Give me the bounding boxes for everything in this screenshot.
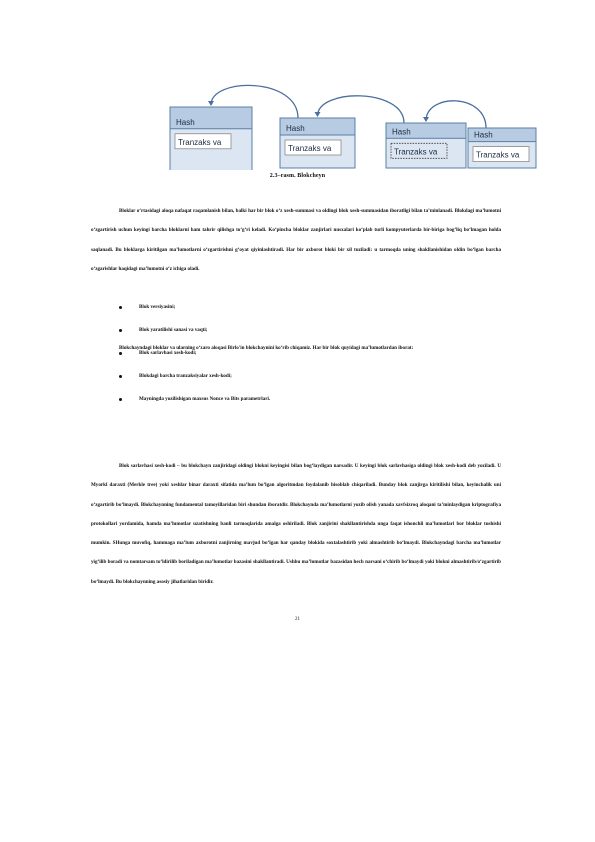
block-contents-list [119,300,270,415]
list-item: Blok yaratilishi sanasi va vaqti; [119,323,270,346]
paragraph-1: Bloklar o‘rtasidagi aloqa nafaqat raqamlanish bilan, balki har bir blok o‘z xesh-summasi va oldingi blok xesh-summasidan iboratligi bilan ta’minlanadi. Blokdagi ma’lumotni o‘zgartirish uchun keyingi barcha bloklarni ham tahrir qilishga to‘g‘ri keladi. Ko‘pincha bloklar zanjirlari nusxalari ko‘plab turli kompyuterlarda bir-biriga bog‘liq bo‘lmagan holda saqlanadi. Bu bloklarga kiritilgan ma’lumotlarni o‘zgartirishni g‘oyat qiyinlashtiradi. Har bir axborot bloki bir xil tuziladi: u tarmoqda uning shakllanishidan oldin bo‘lgan barcha o‘zgarishlar haqidagi ma’lumotni o‘z ichiga oladi. [91,208,501,272]
block-tx-label: Tranzaks va [178,137,222,147]
block-hash-label: Hash [286,124,305,133]
block-tx-label: Tranzaks va [476,150,520,160]
block-tx-label: Tranzaks va [288,144,332,153]
bullet-icon [119,375,122,378]
list-item: Blok versiyasini; [119,300,270,323]
paragraph-2: Blokchayndagi bloklar va ularning o‘zaro aloqasi Birlo'in blokchaynini ko‘rib chiqamiz. Har bir blok quyidagi ma’lumotlardan iborat: [119,345,414,351]
block-hash-label: Hash [474,130,493,140]
paragraph-3: Blok sarlavhasi xesh-kodi – bu blokchayn zanjiridagi oldingi blokni keyingisi bilan bog‘laydigan narsadir. U keyingi blok sarlavhasiga oldingi blok xesh-kodi deb yoziladi. U Myorkl daraxti (Merkle tree) yoki xeshlar binar daraxti sifatida ma’lum bo‘lgan algoritmdan foydalanib hisoblab chiqariladi. Bunday blok zanjirga kiritilishi bilan, keyinchalik uni o‘zgartirib bo‘lmaydi. Blokchaynning fundamental tamoyillaridan biri shundan iboratdir. Blokchaynda ma’lumotlarni yozib olish yanada xavfsizroq aloqani ta’minlaydigan kriptografiya protokollari yordamida, hamda ma’lumotlar uzatishning banli tarmoqlarida amalga oshiriladi. Blok zanjirini shakllantirishda unga faqat ishonchli ma’lumotlari bor bloklar tushishi mumkin. SHunga muvofiq, hammaga ma’lum axborotni zanjirning mavjud bo‘lgan har qanday blokida soxtalashtirib yoki almashtirib bo‘lmaydi. Blokchayndagi barcha ma’lumotlar yig‘ilib boradi va nomtarsam to‘ldirilib boriladigan ma’lumotlar bazasini shakllantiradi. Ushbu ma’lumotlar bazasidan hech narsani o‘chirib bo‘lmaydi yoki blokni almashtirib/o‘zgartirib bo‘lmaydi. Bu blokchaynning asosiy jihatlaridan biridir. [91,463,501,585]
list-item: Mayningda yozilishigan maxsus Nonce va Bits parametrlari. [119,392,270,415]
block-hash-label: Hash [176,117,195,127]
arrowhead-icon [423,117,429,122]
bullet-icon [119,306,122,309]
page-number: 21 [295,617,300,622]
bullet-icon [119,398,122,401]
block-hash-label: Hash [392,127,411,137]
arrowhead-icon [315,112,321,117]
list-item: Blok sarlavhasi xesh-kodi; [119,346,270,369]
bullet-icon [119,352,122,355]
bullet-icon [119,329,122,332]
arrowhead-icon [208,101,214,106]
block-tx-label: Tranzaks va [394,147,438,157]
list-item: Blokdagi barcha tranzaksiyalar xesh-kodi; [119,369,270,392]
blockchain-diagram [150,60,595,170]
figure-caption: 2.3–rasm. Blokcheyn [269,173,326,179]
